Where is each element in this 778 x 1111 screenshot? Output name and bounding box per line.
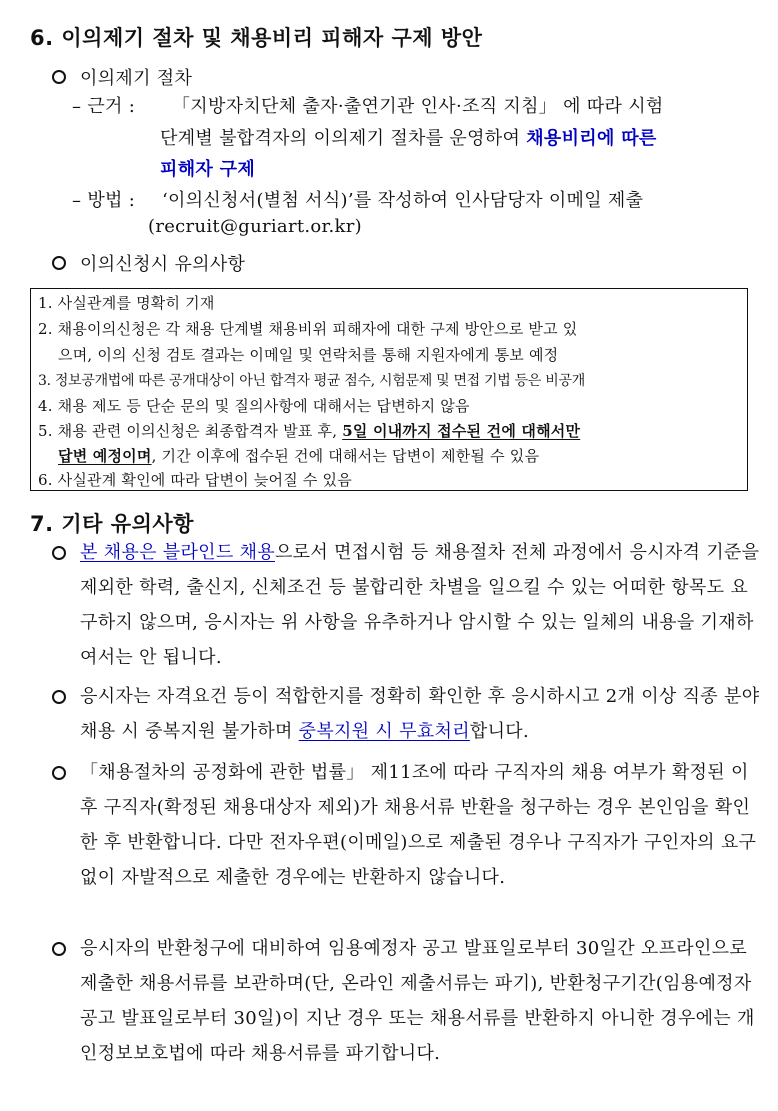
bullet-objection-notes: 이의신청시 유의사항: [80, 254, 246, 275]
note-item-5b-emphasis: 답변 예정이며: [58, 447, 152, 465]
blind-recruitment-emphasis: 본 채용은 블라인드 채용: [80, 542, 275, 563]
note-item-5a-emphasis: 5일 이내까지 접수된 건에 대해서만: [342, 422, 581, 440]
duplicate-invalid-emphasis: 중복지원 시 무효처리: [298, 721, 470, 742]
note-item-4: 4. 채용 제도 등 단순 문의 및 질의사항에 대해서는 답변하지 않음: [38, 397, 470, 415]
circle-bullet-icon: [52, 766, 66, 780]
note-item-5b: [58, 445, 539, 466]
basis-line-1: 「지방자치단체 출자·출연기관 인사·조직 지침」 에 따라 시험: [172, 96, 664, 117]
notice-paragraph-duplicate: [80, 679, 760, 749]
method-label: – 방법 :: [72, 190, 136, 211]
note-item-2b: 으며, 이의 신청 검토 결과는 이메일 및 연락처를 통해 지원자에게 통보 예정: [58, 346, 559, 364]
circle-bullet-icon: [52, 256, 66, 270]
method-email: (recruit@guriart.or.kr): [148, 216, 362, 237]
circle-bullet-icon: [52, 70, 66, 84]
basis-line-2-text: 단계별 불합격자의 이의제기 절차를 운영하여: [160, 128, 527, 149]
method-line-1: ‘이의신청서(별첨 서식)’를 작성하여 인사담당자 이메일 제출: [162, 190, 644, 211]
notice-paragraph-blind: [80, 535, 760, 675]
bullet-objection-procedure: 이의제기 절차: [80, 68, 193, 89]
basis-line-3-emphasis: 피해자 구제: [160, 159, 256, 180]
circle-bullet-icon: [52, 942, 66, 956]
notice-paragraph-disposal: 응시자의 반환청구에 대비하여 임용예정자 공고 발표일로부터 30일간 오프라인으로 제출한 채용서류를 보관하며(단, 온라인 제출서류는 파기), 반환청구기간(임용예정자 공고 발표일로부터 30일)이 지난 경우 또는 채용서류를 반환하지 아니한 경우에는 개인정보보호법에 따라 채용서류를 파기합니다.: [80, 938, 755, 1064]
note-item-6: 6. 사실관계 확인에 따라 답변이 늦어질 수 있음: [38, 471, 352, 489]
basis-emphasis: 채용비리에 따른: [526, 128, 657, 149]
note-item-5b-text: , 기간 이후에 접수된 건에 대해서는 답변이 제한될 수 있음: [151, 447, 540, 465]
circle-bullet-icon: [52, 690, 66, 704]
notice-paragraph-duplicate-text: 응시자는 자격요건 등이 적합한지를 정확히 확인한 후 응시하시고 2개 이상 직종 분야 채용 시 중복지원 불가하며: [80, 686, 760, 742]
note-item-2a: 2. 채용이의신청은 각 채용 단계별 채용비위 피해자에 대한 구제 방안으로 받고 있: [38, 320, 578, 338]
basis-label: – 근거 :: [72, 96, 136, 117]
notice-paragraph-return: 「채용절차의 공정화에 관한 법률」 제11조에 따라 구직자의 채용 여부가 확정된 이후 구직자(확정된 채용대상자 제외)가 채용서류 반환을 청구하는 경우 본인임을 확인한 후 반환합니다. 다만 전자우편(이메일)으로 제출된 경우나 구직자가 구인자의 요구 없이 자발적으로 제출한 경우에는 반환하지 않습니다.: [80, 762, 757, 888]
section-6-title: 6. 이의제기 절차 및 채용비리 피해자 구제 방안: [30, 26, 483, 50]
note-item-3: 3. 정보공개법에 따른 공개대상이 아닌 합격자 평균 점수, 시험문제 및 면접 기법 등은 비공개: [38, 373, 585, 389]
notice-paragraph-duplicate-end: 합니다.: [469, 721, 529, 742]
note-item-5a-text: 5. 채용 관련 이의신청은 최종합격자 발표 후,: [38, 422, 343, 440]
circle-bullet-icon: [52, 546, 66, 560]
notice-paragraph-blind-text: 으로서 면접시험 등 채용절차 전체 과정에서 응시자격 기준을 제외한 학력, 출신지, 신체조건 등 불합리한 차별을 일으킬 수 있는 어떠한 항목도 요구하지 않으며, 응시자는 위 사항을 유추하거나 암시할 수 있는 일체의 내용을 기재하여서는 안 됩니다.: [80, 542, 760, 668]
note-item-5a: [38, 420, 580, 441]
note-item-1: 1. 사실관계를 명확히 기재: [38, 294, 215, 312]
section-7-title: 7. 기타 유의사항: [30, 512, 194, 536]
basis-line-2: [160, 124, 657, 150]
